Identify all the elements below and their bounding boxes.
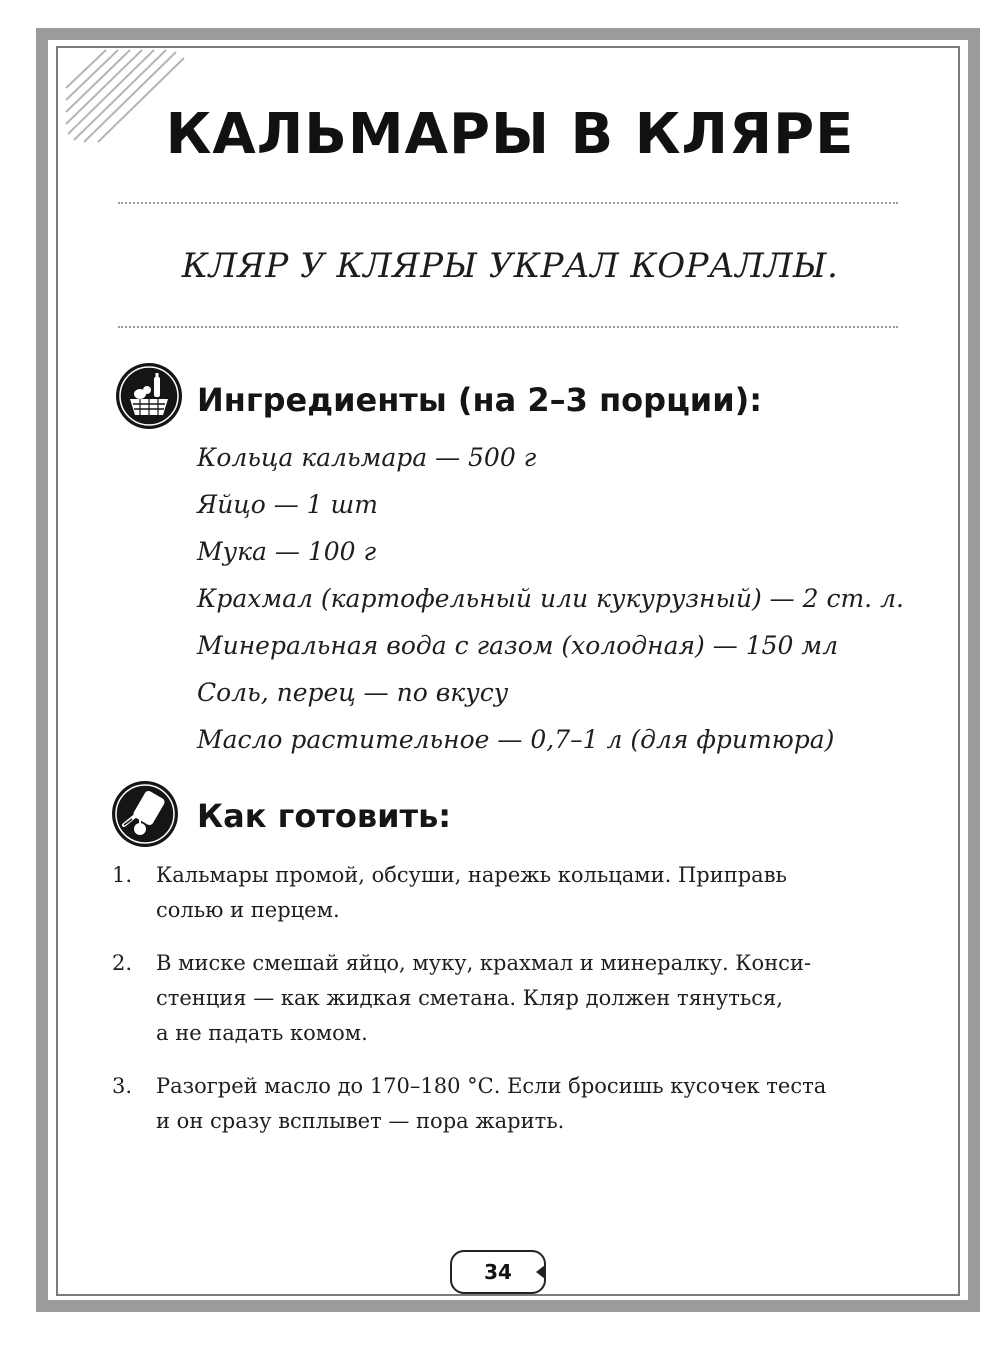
step-text-line: Кальмары промой, обсуши, нарежь кольцами. Приправь [156, 863, 787, 887]
method-heading: Как готовить: [197, 797, 452, 835]
divider-bottom [118, 326, 898, 328]
page-badge-notch [536, 1265, 545, 1279]
step-text-line: Разогрей масло до 170–180 °С. Если бросишь кусочек теста [156, 1074, 827, 1098]
ingredient-item: Соль, перец — по вкусу [197, 678, 509, 707]
method-steps [112, 858, 902, 1157]
ingredients-heading: Ингредиенты (на 2–3 порции): [197, 381, 763, 419]
step-item [112, 1069, 902, 1139]
step-text-line: стенция — как жидкая сметана. Кляр должен тянуться, [156, 986, 783, 1010]
step-text-line: а не падать комом. [156, 1021, 368, 1045]
recipe-title: КАЛЬМАРЫ В КЛЯРЕ [165, 102, 855, 167]
step-item [112, 858, 902, 928]
page-number: 34 [450, 1250, 546, 1294]
step-text-line: и он сразу всплывет — пора жарить. [156, 1109, 565, 1133]
step-item [112, 946, 902, 1051]
step-number: 1. [112, 863, 133, 887]
ingredient-item: Масло растительное — 0,7–1 л (для фритюра) [197, 725, 835, 754]
basket-icon [116, 363, 182, 429]
divider-top [118, 202, 898, 204]
step-number: 3. [112, 1074, 133, 1098]
ingredients-list [197, 436, 904, 765]
cutting-board-knife-icon [112, 781, 178, 847]
ingredient-item: Крахмал (картофельный или кукурузный) — 2 ст. л. [197, 584, 904, 613]
recipe-tagline: КЛЯР У КЛЯРЫ УКРАЛ КОРАЛЛЫ. [181, 246, 839, 286]
step-text-line: солью и перцем. [156, 898, 340, 922]
step-number: 2. [112, 951, 133, 975]
ingredient-item: Яйцо — 1 шт [197, 490, 378, 519]
ingredient-item: Минеральная вода с газом (холодная) — 150 мл [197, 631, 839, 660]
ingredient-item: Мука — 100 г [197, 537, 377, 566]
ingredient-item: Кольца кальмара — 500 г [197, 443, 537, 472]
step-text-line: В миске смешай яйцо, муку, крахмал и минералку. Конси- [156, 951, 812, 975]
